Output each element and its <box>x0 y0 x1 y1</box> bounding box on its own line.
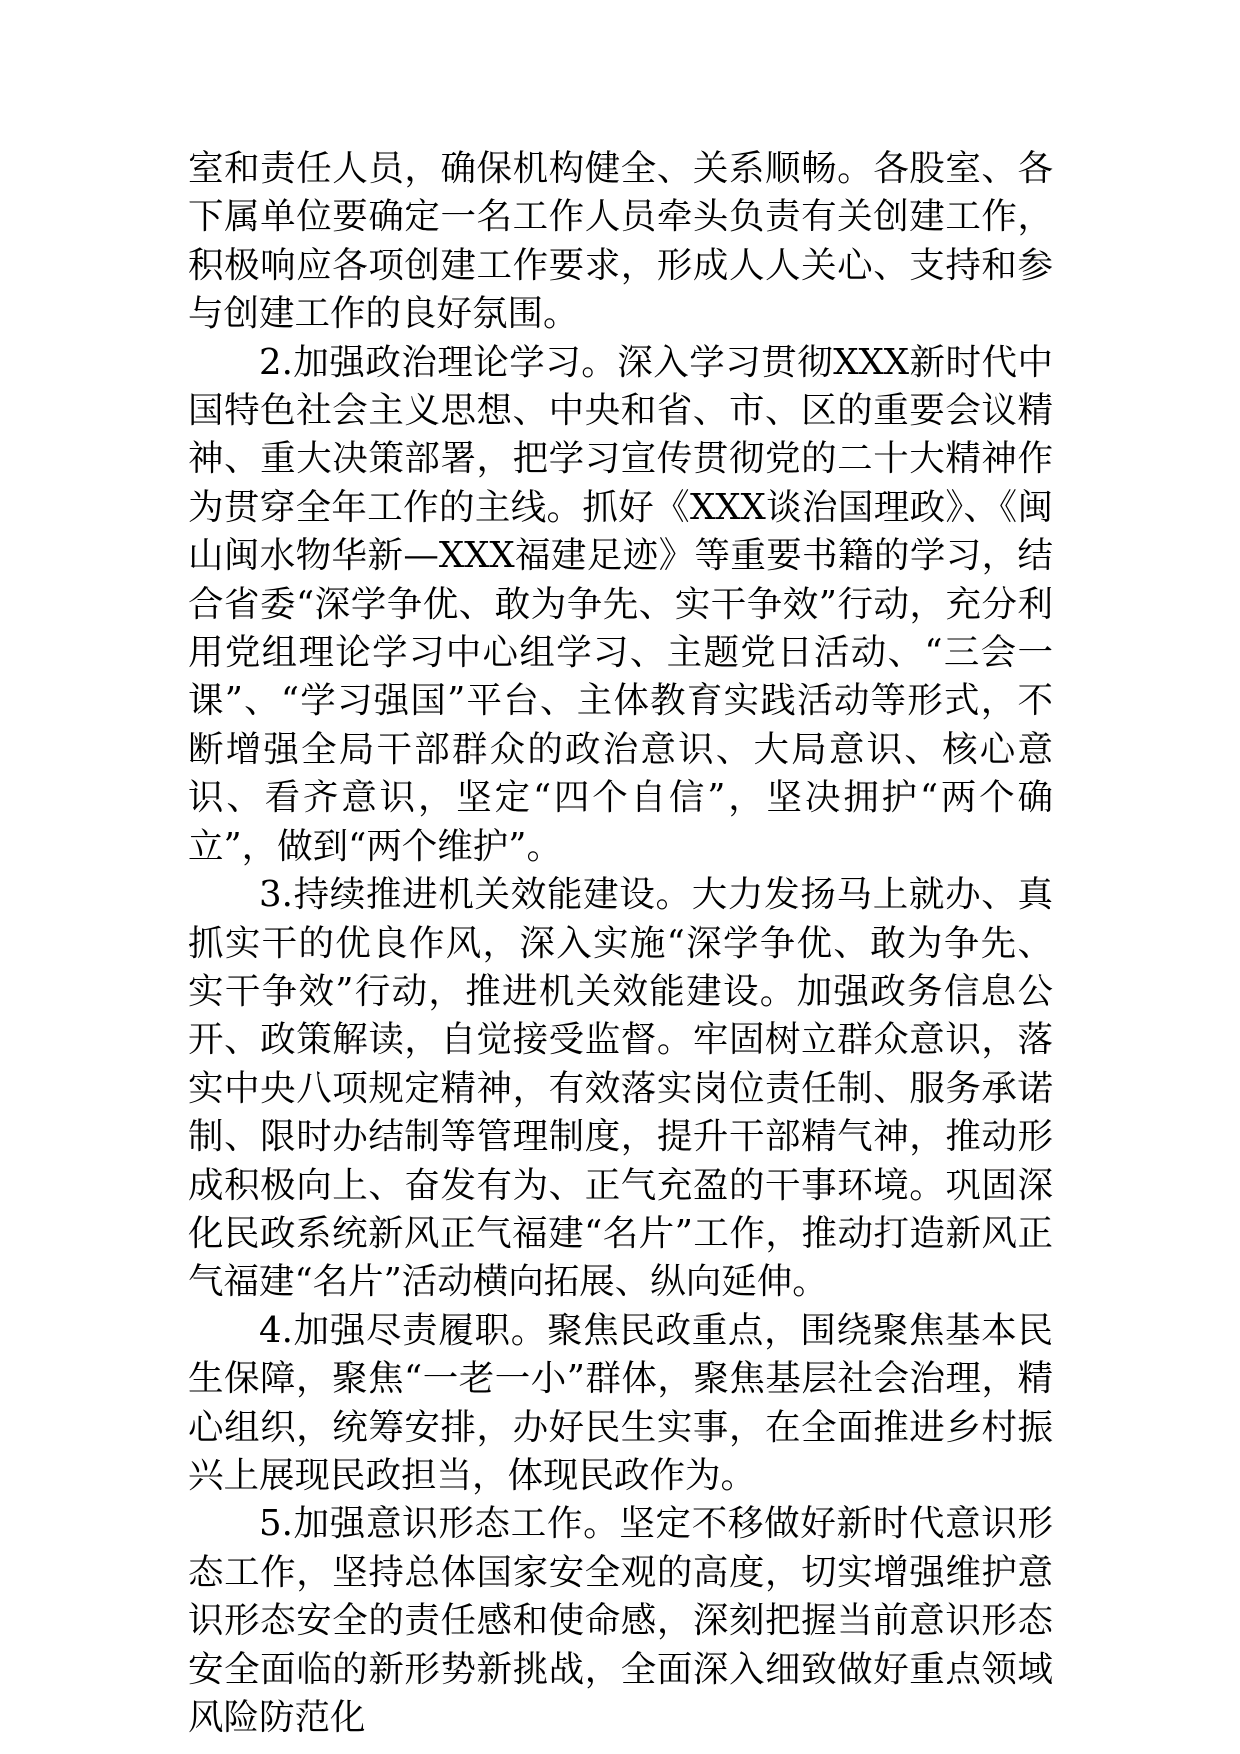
paragraph-item-4: 4.加强尽责履职。聚焦民政重点，围绕聚焦基本民生保障，聚焦“一老一小”群体，聚焦基层社会治理，精心组织，统筹安排，办好民生实事，在全面推进乡村振兴上展现民政担当，体现民政作为。 <box>188 1309 1053 1496</box>
paragraph-item-5: 5.加强意识形态工作。坚定不移做好新时代意识形态工作，坚持总体国家安全观的高度，切实增强维护意识形态安全的责任感和使命感，深刻把握当前意识形态安全面临的新形势新挑战，全面深入细致做好重点领域风险防范化 <box>188 1503 1053 1738</box>
document-body <box>188 145 1053 1742</box>
paragraph-continued: 室和责任人员，确保机构健全、关系顺畅。各股室、各下属单位要确定一名工作人员牵头负责有关创建工作，积极响应各项创建工作要求，形成人人关心、支持和参与创建工作的良好氛围。 <box>188 148 1053 335</box>
paragraph-item-2: 2.加强政治理论学习。深入学习贯彻XXX新时代中国特色社会主义思想、中央和省、市、区的重要会议精神、重大决策部署，把学习宣传贯彻党的二十大精神作为贯穿全年工作的主线。抓好《XXX谈治国理政》、《闽山闽水物华新—XXX福建足迹》等重要书籍的学习，结合省委“深学争优、敢为争先、实干争效”行动，充分利用党组理论学习中心组学习、主题党日活动、“三会一课”、“学习强国”平台、主体教育实践活动等形式，不断增强全局干部群众的政治意识、大局意识、核心意识、看齐意识，坚定“四个自信”，坚决拥护“两个确立”，做到“两个维护”。 <box>188 341 1053 867</box>
paragraph-item-3: 3.持续推进机关效能建设。大力发扬马上就办、真抓实干的优良作风，深入实施“深学争优、敢为争先、实干争效”行动，推进机关效能建设。加强政务信息公开、政策解读，自觉接受监督。牢固树立群众意识，落实中央八项规定精神，有效落实岗位责任制、服务承诺制、限时办结制等管理制度，提升干部精气神，推动形成积极向上、奋发有为、正气充盈的干事环境。巩固深化民政系统新风正气福建“名片”工作，推动打造新风正气福建“名片”活动横向拓展、纵向延伸。 <box>188 874 1053 1303</box>
